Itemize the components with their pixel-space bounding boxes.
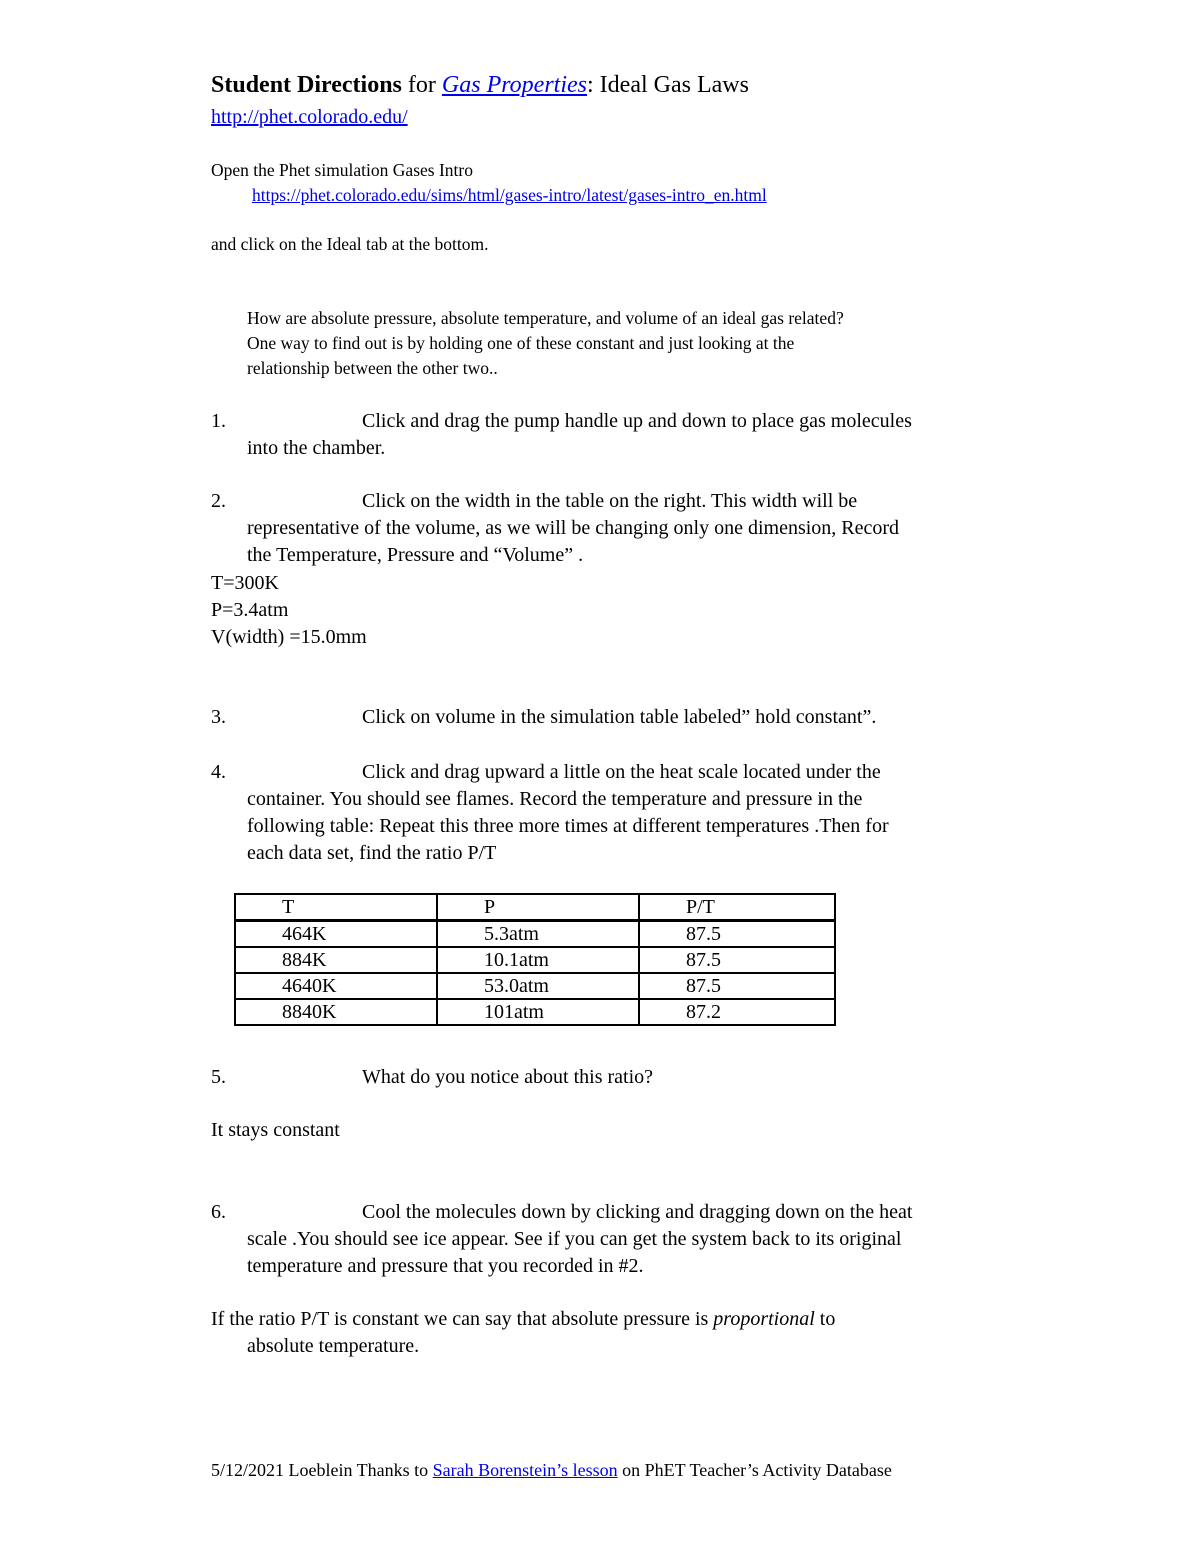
- pressure-answer: P=3.4atm: [211, 599, 289, 621]
- step-text: Click on the width in the table on the right. This width will be: [362, 490, 858, 512]
- gas-properties-link[interactable]: Gas Properties: [441, 72, 587, 98]
- title-suffix: : Ideal Gas Laws: [587, 72, 749, 98]
- conclusion-line: absolute temperature.: [247, 1335, 420, 1357]
- page-title: [211, 72, 749, 99]
- question-line: relationship between the other two..: [247, 358, 498, 378]
- step-number: 3.: [211, 706, 226, 728]
- table-row: [235, 947, 835, 973]
- footer-post: on PhET Teacher’s Activity Database: [617, 1460, 892, 1480]
- table-cell: 884K: [235, 947, 437, 973]
- step-text: representative of the volume, as we will be changing only one dimension, Record: [247, 517, 900, 539]
- volume-answer: V(width) =15.0mm: [211, 626, 367, 648]
- step-text: Click and drag upward a little on the heat scale located under the: [362, 761, 881, 783]
- table-header-cell: P: [437, 894, 639, 921]
- step-text: temperature and pressure that you recorded in #2.: [247, 1255, 644, 1277]
- step-text: scale .You should see ice appear. See if you can get the system back to its original: [247, 1228, 902, 1250]
- table-cell: 53.0atm: [437, 973, 639, 999]
- conclusion-emphasis: proportional: [713, 1308, 815, 1330]
- table-cell: 4640K: [235, 973, 437, 999]
- question-line: One way to find out is by holding one of these constant and just looking at the: [247, 333, 795, 353]
- footer: [211, 1460, 892, 1481]
- table-header-cell: T: [235, 894, 437, 921]
- title-for: for: [401, 72, 442, 98]
- table-cell: 87.5: [639, 973, 835, 999]
- temperature-answer: T=300K: [211, 572, 279, 594]
- table-row: [235, 921, 835, 948]
- table-cell: 87.5: [639, 921, 835, 948]
- table-cell: 101atm: [437, 999, 639, 1025]
- table-header-cell: P/T: [639, 894, 835, 921]
- table-cell: 464K: [235, 921, 437, 948]
- ratio-answer: It stays constant: [211, 1119, 340, 1141]
- table-cell: 87.5: [639, 947, 835, 973]
- step-text: container. You should see flames. Record the temperature and pressure in the: [247, 788, 863, 810]
- step-text: What do you notice about this ratio?: [362, 1066, 654, 1088]
- conclusion-pre: If the ratio P/T is constant we can say that absolute pressure is: [211, 1308, 714, 1330]
- step-text: Click and drag the pump handle up and down to place gas molecules: [362, 410, 912, 432]
- footer-pre: 5/12/2021 Loeblein Thanks to: [211, 1460, 433, 1480]
- table-cell: 5.3atm: [437, 921, 639, 948]
- table-row: [235, 999, 835, 1025]
- question-line: How are absolute pressure, absolute temperature, and volume of an ideal gas related?: [247, 308, 844, 328]
- ideal-tab-instruction: and click on the Ideal tab at the bottom.: [211, 234, 489, 254]
- open-sim-text: Open the Phet simulation Gases Intro: [211, 160, 473, 180]
- step-text: Cool the molecules down by clicking and dragging down on the heat: [362, 1201, 913, 1223]
- step-text: the Temperature, Pressure and “Volume” .: [247, 544, 584, 566]
- table-row: [235, 973, 835, 999]
- table-cell: 10.1atm: [437, 947, 639, 973]
- step-number: 1.: [211, 410, 226, 432]
- step-text: each data set, find the ratio P/T: [247, 842, 497, 864]
- step-number: 5.: [211, 1066, 226, 1088]
- step-number: 6.: [211, 1201, 226, 1223]
- title-prefix: Student Directions: [211, 72, 402, 98]
- step-text: following table: Repeat this three more times at different temperatures .Then for: [247, 815, 889, 837]
- table-cell: 87.2: [639, 999, 835, 1025]
- table-cell: 8840K: [235, 999, 437, 1025]
- step-text: Click on volume in the simulation table labeled” hold constant”.: [362, 706, 877, 728]
- lesson-link[interactable]: Sarah Borenstein’s lesson: [432, 1460, 618, 1480]
- step-number: 2.: [211, 490, 226, 512]
- pressure-temperature-table: [234, 893, 836, 1026]
- table-header-row: [235, 894, 835, 921]
- sim-url-link[interactable]: https://phet.colorado.edu/sims/html/gases-intro/latest/gases-intro_en.html: [252, 185, 767, 205]
- step-text: into the chamber.: [247, 437, 386, 459]
- phet-url-link[interactable]: http://phet.colorado.edu/: [211, 106, 408, 128]
- conclusion-post: to: [814, 1308, 836, 1330]
- conclusion-line: [211, 1308, 835, 1331]
- step-number: 4.: [211, 761, 226, 783]
